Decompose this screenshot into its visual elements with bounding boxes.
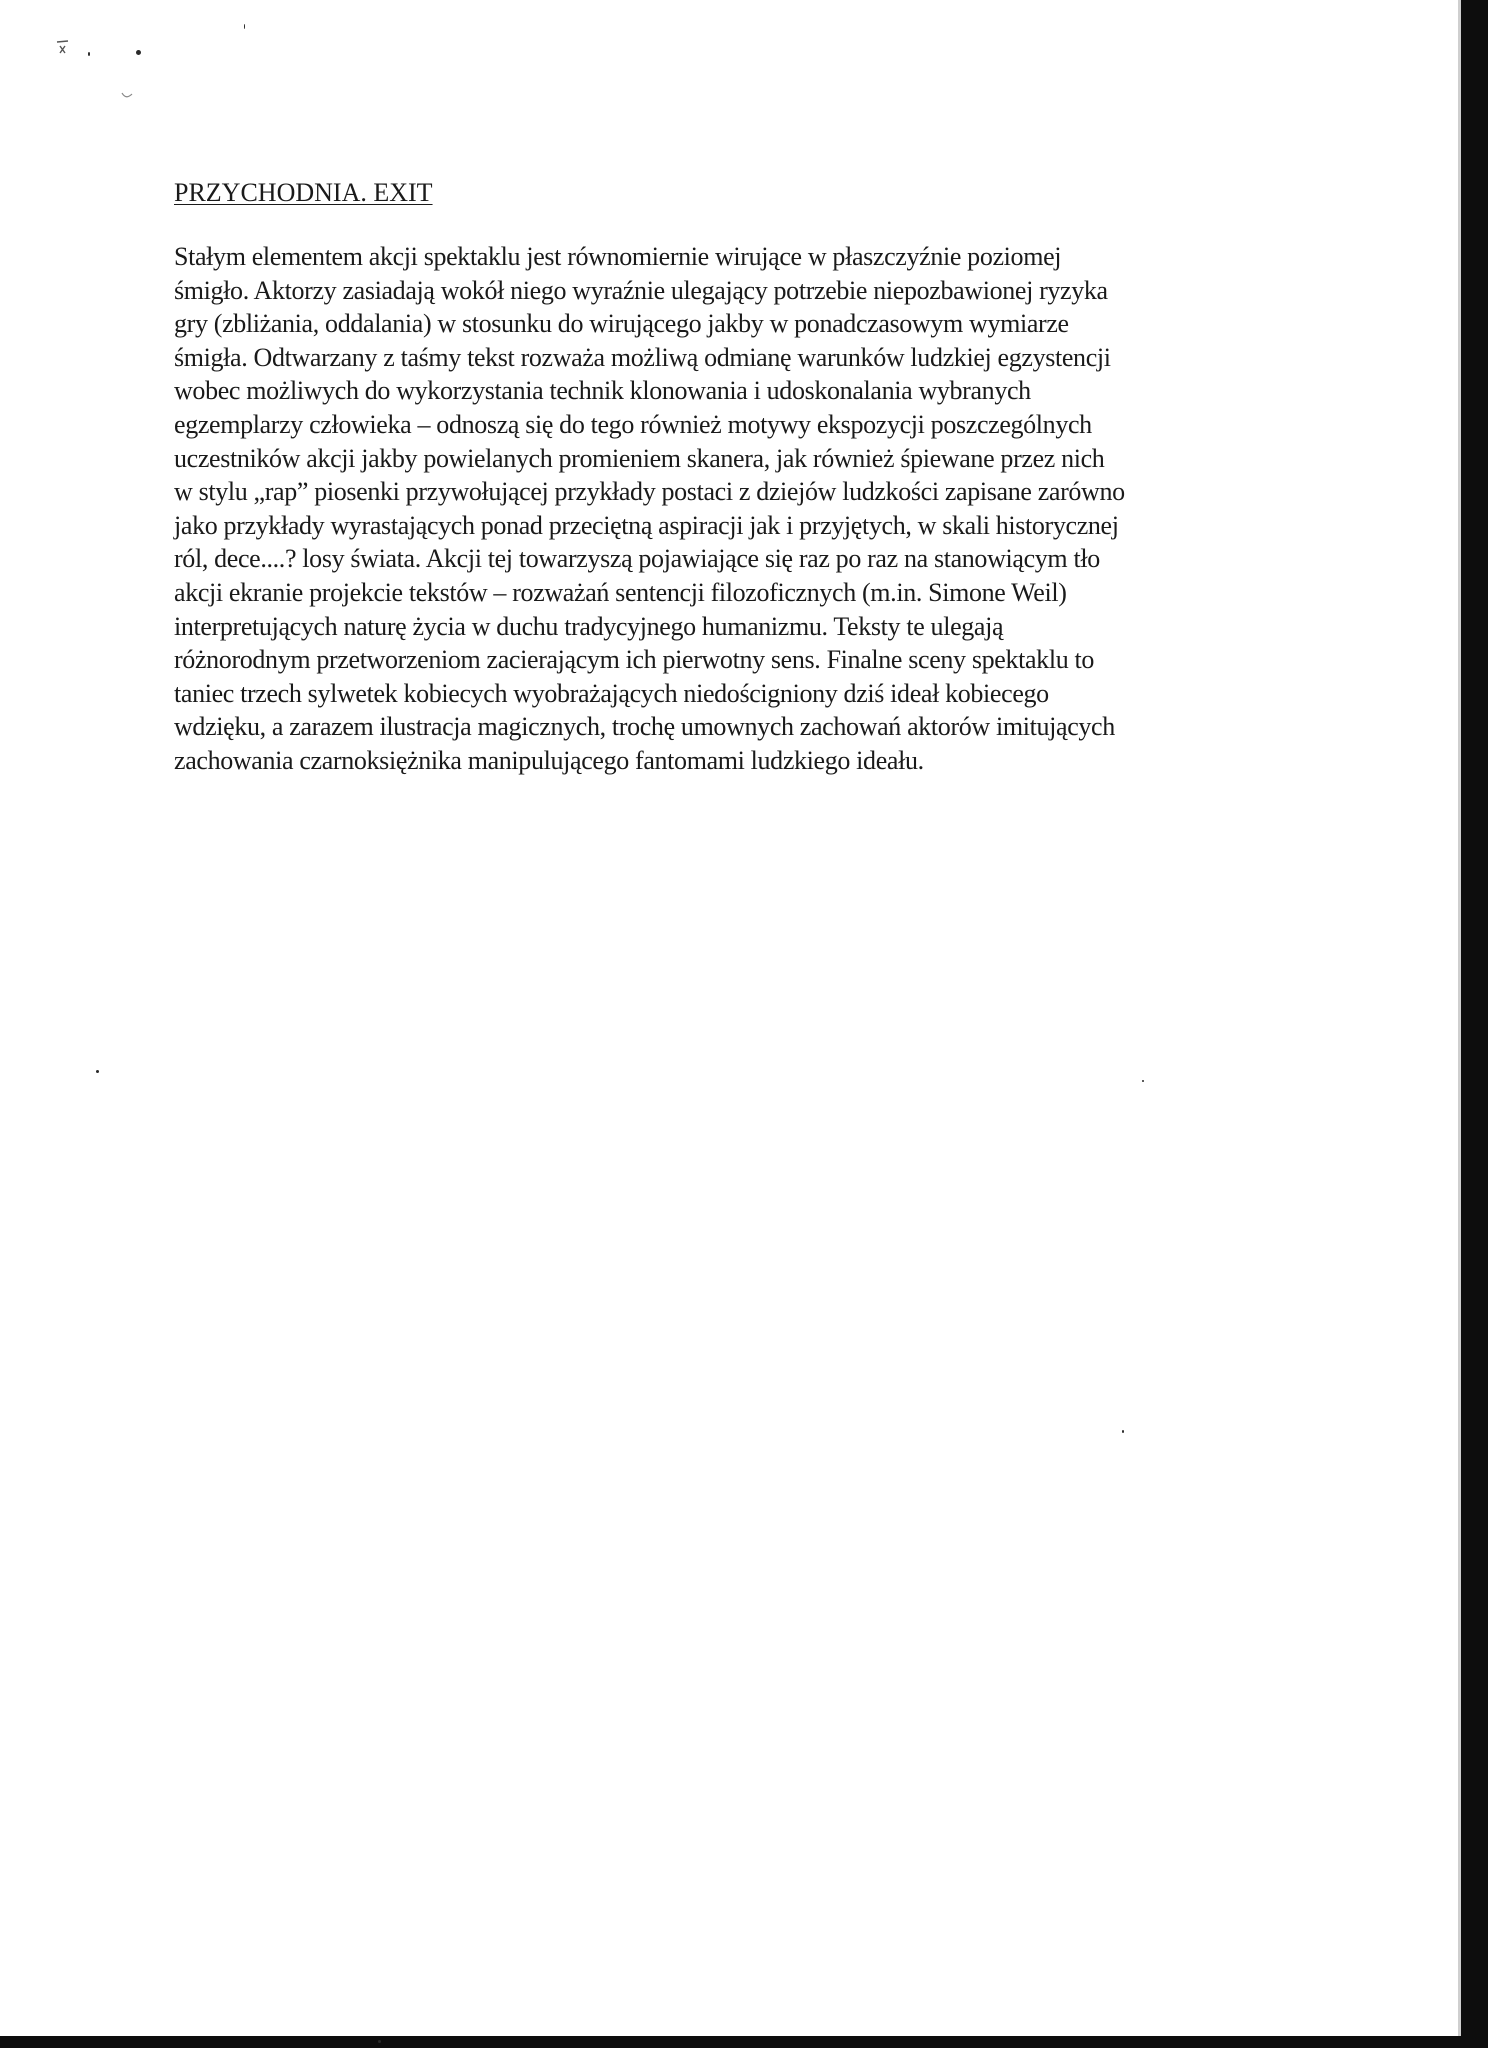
body-line: gry (zbliżania, oddalania) w stosunku do wirującego jakby w ponadczasowym wymiarze [174, 309, 1069, 339]
scan-tick-mark [120, 90, 134, 102]
body-line: uczestników akcji jakby powielanych promieniem skanera, jak również śpiewane przez nich [174, 443, 1105, 473]
scan-scribble-mark [54, 38, 76, 60]
scan-speck [96, 1070, 99, 1073]
body-line: zachowania czarnoksiężnika manipulującego fantomami ludzkiego ideału. [174, 745, 924, 775]
scan-speck [136, 50, 141, 55]
body-line: w stylu „rap” piosenki przywołującej przykłady postaci z dziejów ludzkości zapisane zarówno [174, 477, 1125, 507]
body-line: różnorodnym przetworzeniom zacierającym ich pierwotny sens. Finalne sceny spektaklu to [174, 645, 1095, 675]
body-line: Stałym elementem akcji spektaklu jest równomiernie wirujące w płaszczyźnie poziomej [174, 242, 1062, 271]
body-line: śmigło. Aktorzy zasiadają wokół niego wyraźnie ulegający potrzebie niepozbawionej ryzyka [174, 275, 1108, 305]
scan-speck [1142, 1080, 1144, 1082]
body-line: wdzięku, a zarazem ilustracja magicznych, trochę umownych zachowań aktorów imitujących [174, 712, 1115, 742]
body-line: akcji ekranie projekcie tekstów – rozważań sentencji filozoficznych (m.in. Simone Weil) [174, 577, 1067, 607]
scan-speck [378, 2040, 381, 2043]
body-line: śmigła. Odtwarzany z taśmy tekst rozważa możliwą odmianę warunków ludzkiej egzystencji [174, 342, 1111, 372]
body-line: jako przykłady wyrastających ponad przeciętną aspiracji jak i przyjętych, w skali historycznej [174, 510, 1119, 540]
document-body [174, 240, 1324, 778]
body-line: wobec możliwych do wykorzystania technik klonowania i udoskonalania wybranych [174, 376, 1031, 406]
body-line: ról, dece....? losy świata. Akcji tej towarzyszą pojawiające się raz po raz na stanowiącym tło [174, 544, 1100, 574]
scan-speck [244, 24, 245, 29]
body-line: egzemplarzy człowieka – odnoszą się do tego również motywy ekspozycji poszczególnych [174, 409, 1092, 439]
scan-speck [1122, 1430, 1124, 1433]
scan-speck [88, 52, 90, 56]
document-title: PRZYCHODNIA. EXIT [174, 178, 433, 207]
body-line: interpretujących naturę życia w duchu tradycyjnego humanizmu. Teksty te ulegają [174, 611, 1004, 641]
body-line: taniec trzech sylwetek kobiecych wyobrażających niedościgniony dziś ideał kobiecego [174, 678, 1049, 708]
